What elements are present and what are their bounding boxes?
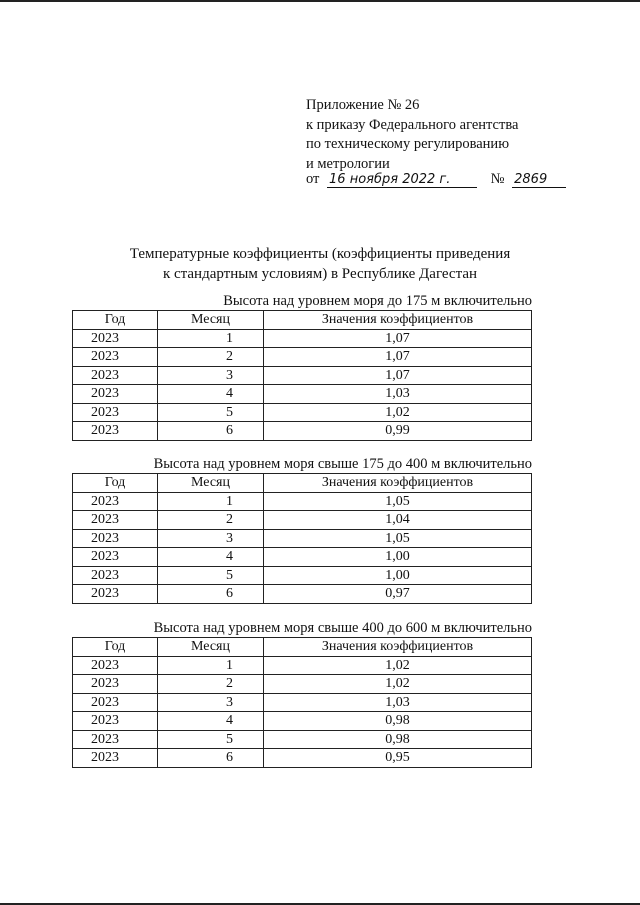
cell-month: 4 bbox=[158, 548, 264, 567]
cell-year: 2023 bbox=[73, 749, 158, 768]
cell-value: 1,07 bbox=[264, 348, 532, 367]
table-row bbox=[73, 385, 532, 404]
cell-month: 2 bbox=[158, 348, 264, 367]
cell-value: 1,00 bbox=[264, 548, 532, 567]
date-prefix: от bbox=[306, 171, 320, 187]
annex-line: к приказу Федерального агентства bbox=[306, 116, 519, 133]
cell-year: 2023 bbox=[73, 730, 158, 749]
cell-month: 1 bbox=[158, 656, 264, 675]
cell-year: 2023 bbox=[73, 712, 158, 731]
cell-value: 1,02 bbox=[264, 656, 532, 675]
annex-line: и метрологии bbox=[306, 155, 390, 172]
table-row bbox=[73, 749, 532, 768]
cell-year: 2023 bbox=[73, 675, 158, 694]
table-header-row bbox=[73, 311, 532, 330]
header-month: Месяц bbox=[158, 474, 264, 493]
coefficients-table bbox=[72, 473, 532, 604]
table-row bbox=[73, 492, 532, 511]
table-row bbox=[73, 693, 532, 712]
page-top-border bbox=[0, 0, 640, 2]
cell-value: 1,07 bbox=[264, 366, 532, 385]
table-row bbox=[73, 548, 532, 567]
cell-year: 2023 bbox=[73, 548, 158, 567]
cell-month: 3 bbox=[158, 693, 264, 712]
table-row bbox=[73, 529, 532, 548]
table-row bbox=[73, 585, 532, 604]
table-row bbox=[73, 566, 532, 585]
cell-month: 3 bbox=[158, 529, 264, 548]
altitude-caption: Высота над уровнем моря до 175 м включительно bbox=[223, 293, 532, 309]
header-year: Год bbox=[73, 638, 158, 657]
cell-month: 6 bbox=[158, 749, 264, 768]
cell-month: 6 bbox=[158, 422, 264, 441]
handwritten-date: 16 ноября 2022 г. bbox=[327, 172, 477, 188]
cell-year: 2023 bbox=[73, 422, 158, 441]
cell-year: 2023 bbox=[73, 656, 158, 675]
cell-year: 2023 bbox=[73, 329, 158, 348]
cell-value: 0,98 bbox=[264, 730, 532, 749]
header-year: Год bbox=[73, 474, 158, 493]
cell-value: 0,99 bbox=[264, 422, 532, 441]
table-row bbox=[73, 329, 532, 348]
table-row bbox=[73, 348, 532, 367]
header-value: Значения коэффициентов bbox=[264, 474, 532, 493]
title-line-1: Температурные коэффициенты (коэффициенты приведения bbox=[129, 246, 511, 262]
cell-year: 2023 bbox=[73, 511, 158, 530]
cell-year: 2023 bbox=[73, 585, 158, 604]
coefficients-section-3 bbox=[72, 619, 532, 768]
handwritten-order-number: 2869 bbox=[512, 172, 566, 188]
cell-value: 1,02 bbox=[264, 675, 532, 694]
cell-year: 2023 bbox=[73, 385, 158, 404]
cell-value: 1,00 bbox=[264, 566, 532, 585]
cell-month: 1 bbox=[158, 492, 264, 511]
document-title bbox=[0, 244, 640, 284]
table-row bbox=[73, 422, 532, 441]
cell-year: 2023 bbox=[73, 403, 158, 422]
annex-line: Приложение № 26 bbox=[306, 97, 420, 113]
table-header-row bbox=[73, 638, 532, 657]
table-row bbox=[73, 511, 532, 530]
cell-year: 2023 bbox=[73, 566, 158, 585]
title-line-2: к стандартным условиям) в Республике Дагестан bbox=[162, 266, 478, 282]
cell-value: 1,02 bbox=[264, 403, 532, 422]
cell-month: 5 bbox=[158, 566, 264, 585]
coefficients-section-1 bbox=[72, 292, 532, 441]
cell-month: 2 bbox=[158, 675, 264, 694]
cell-year: 2023 bbox=[73, 693, 158, 712]
cell-value: 1,05 bbox=[264, 529, 532, 548]
cell-month: 6 bbox=[158, 585, 264, 604]
cell-month: 4 bbox=[158, 712, 264, 731]
cell-year: 2023 bbox=[73, 348, 158, 367]
table-row bbox=[73, 366, 532, 385]
cell-month: 4 bbox=[158, 385, 264, 404]
cell-value: 1,04 bbox=[264, 511, 532, 530]
altitude-caption: Высота над уровнем моря свыше 175 до 400 м включительно bbox=[153, 456, 532, 472]
header-value: Значения коэффициентов bbox=[264, 311, 532, 330]
coefficients-table bbox=[72, 310, 532, 441]
cell-value: 0,98 bbox=[264, 712, 532, 731]
order-reference bbox=[306, 171, 566, 188]
cell-month: 2 bbox=[158, 511, 264, 530]
number-prefix: № bbox=[490, 171, 505, 187]
cell-value: 0,95 bbox=[264, 749, 532, 768]
altitude-caption: Высота над уровнем моря свыше 400 до 600 м включительно bbox=[153, 620, 532, 636]
table-row bbox=[73, 730, 532, 749]
annex-line: по техническому регулированию bbox=[306, 136, 510, 152]
header-value: Значения коэффициентов bbox=[264, 638, 532, 657]
header-month: Месяц bbox=[158, 638, 264, 657]
cell-year: 2023 bbox=[73, 492, 158, 511]
coefficients-table bbox=[72, 637, 532, 768]
cell-value: 1,03 bbox=[264, 385, 532, 404]
header-month: Месяц bbox=[158, 311, 264, 330]
cell-month: 3 bbox=[158, 366, 264, 385]
cell-value: 0,97 bbox=[264, 585, 532, 604]
cell-value: 1,03 bbox=[264, 693, 532, 712]
annex-header bbox=[306, 96, 518, 174]
table-row bbox=[73, 403, 532, 422]
table-row bbox=[73, 656, 532, 675]
cell-month: 5 bbox=[158, 403, 264, 422]
cell-year: 2023 bbox=[73, 366, 158, 385]
cell-month: 5 bbox=[158, 730, 264, 749]
cell-year: 2023 bbox=[73, 529, 158, 548]
cell-month: 1 bbox=[158, 329, 264, 348]
cell-value: 1,05 bbox=[264, 492, 532, 511]
table-header-row bbox=[73, 474, 532, 493]
header-year: Год bbox=[73, 311, 158, 330]
table-row bbox=[73, 675, 532, 694]
cell-value: 1,07 bbox=[264, 329, 532, 348]
coefficients-section-2 bbox=[72, 455, 532, 604]
table-row bbox=[73, 712, 532, 731]
